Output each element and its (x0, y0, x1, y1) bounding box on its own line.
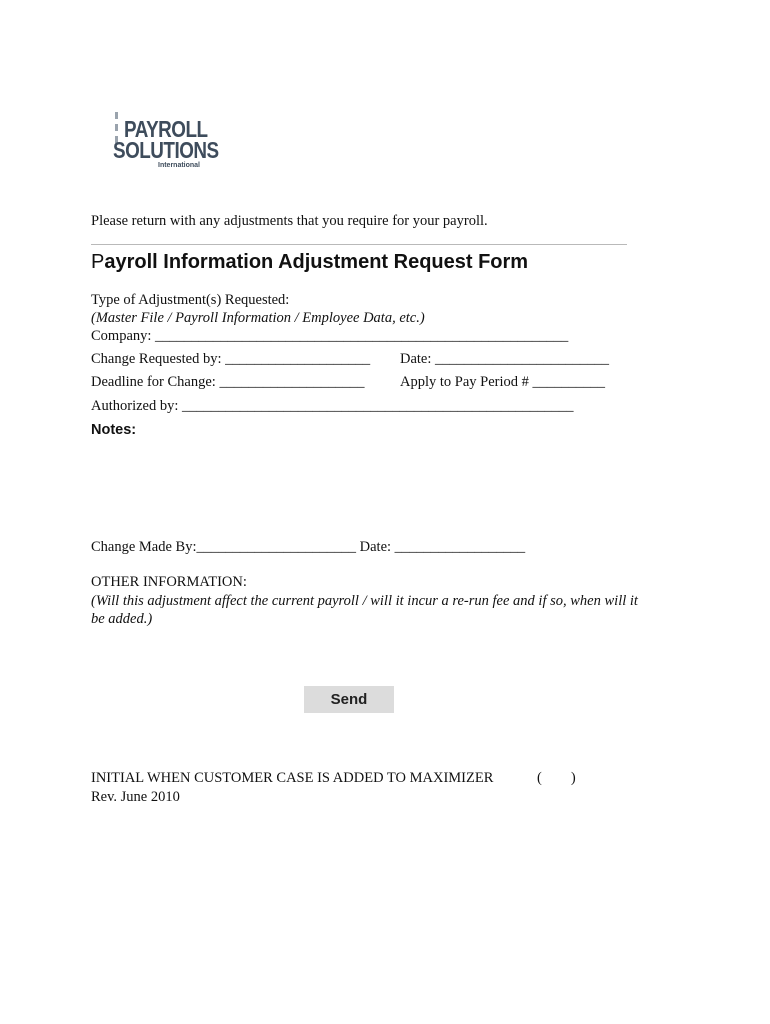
company-logo (110, 108, 219, 174)
title-rest: ayroll Information Adjustment Request Form (104, 251, 529, 273)
revision-text: Rev. June 2010 (91, 789, 180, 805)
logo-mark (115, 112, 118, 119)
change-made-by-field[interactable]: Change Made By:______________________ Date: __________________ (91, 539, 526, 555)
type-label: Type of Adjustment(s) Requested: (91, 292, 290, 308)
other-info-label: OTHER INFORMATION: (91, 574, 247, 590)
other-info-question-2: be added.) (91, 611, 153, 627)
logo-line-1: PAYROLL (124, 116, 208, 142)
company-field[interactable]: Company: _________________________________________________________ (91, 328, 569, 344)
form-title (91, 250, 528, 274)
date-field[interactable]: Date: ________________________ (400, 351, 610, 367)
apply-pay-period-field[interactable]: Apply to Pay Period # __________ (400, 374, 606, 390)
title-rule (91, 244, 627, 245)
logo-line-3: International (158, 162, 201, 169)
initial-instruction: INITIAL WHEN CUSTOMER CASE IS ADDED TO MAXIMIZER (91, 770, 494, 786)
type-hint: (Master File / Payroll Information / Employee Data, etc.) (91, 310, 425, 326)
send-button[interactable]: Send (304, 686, 394, 713)
notes-label: Notes: (91, 422, 137, 438)
change-requested-by-field[interactable]: Change Requested by: ____________________ (91, 351, 371, 367)
intro-text: Please return with any adjustments that you require for your payroll. (91, 213, 488, 229)
initial-box[interactable]: ( ) (537, 770, 576, 786)
deadline-field[interactable]: Deadline for Change: ____________________ (91, 374, 365, 390)
logo-line-2: SOLUTIONS (113, 137, 219, 163)
title-first-letter: P (91, 251, 105, 273)
logo-mark (115, 124, 118, 131)
authorized-by-field[interactable]: Authorized by: ______________________________________________________ (91, 398, 574, 414)
other-info-question-1: (Will this adjustment affect the current payroll / will it incur a re-run fee and if so, when will it (91, 593, 638, 609)
